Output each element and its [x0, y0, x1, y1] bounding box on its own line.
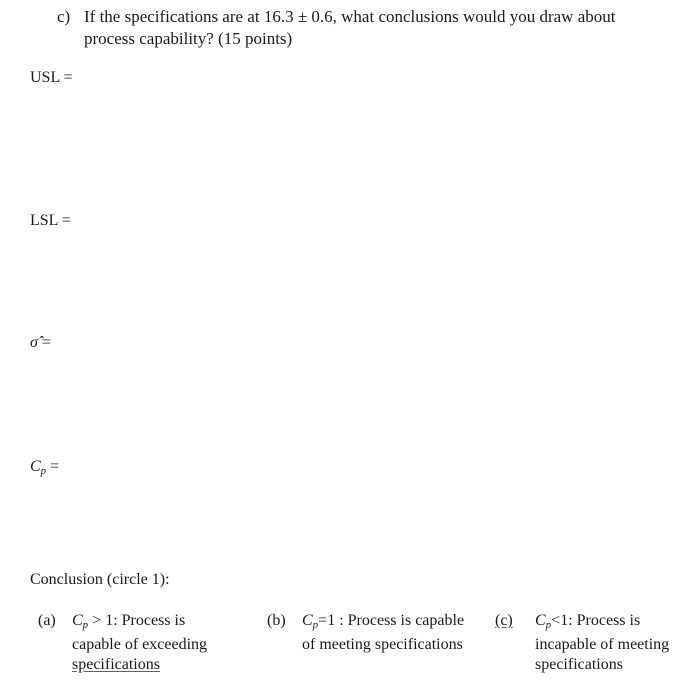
option-b-line1: $C_p=1$ : Process is capable [302, 612, 465, 631]
cp-label [30, 457, 59, 481]
option-c-line1: $C_p<1$: Process is [535, 612, 641, 631]
option-a-line1: $C_p > 1$: Process is [72, 612, 186, 631]
cp-equals: = [50, 458, 60, 475]
option-a-line2: capable of exceeding [72, 636, 208, 653]
sigma-hat-equals: = [41, 334, 51, 351]
question-text-line2: process capability? (15 points) [84, 29, 293, 48]
option-b-text[interactable] [302, 611, 464, 655]
option-c-marker[interactable]: (c) [495, 612, 513, 629]
option-c-line3: specifications [535, 656, 623, 673]
sigma-hat-symbol: σ̂ [30, 334, 38, 351]
option-c-line2: incapable of meeting [535, 636, 670, 653]
question-marker: c) [57, 7, 71, 26]
option-a-line3: specifications [72, 656, 160, 673]
option-c-text[interactable] [535, 611, 669, 675]
lsl-label: LSL = [30, 212, 71, 229]
option-b-marker[interactable]: (b) [267, 612, 286, 629]
option-a-text[interactable] [72, 611, 207, 675]
conclusion-heading: Conclusion (circle 1): [30, 571, 170, 588]
sigma-hat-label [30, 333, 51, 353]
cp-symbol: $C_p$ [30, 458, 47, 477]
option-a-marker[interactable]: (a) [38, 612, 56, 629]
usl-label: USL = [30, 69, 73, 86]
question-text-line1: If the specifications are at 16.3 ± 0.6, what conclusions would you draw about [84, 7, 616, 26]
option-b-line2: of meeting specifications [302, 636, 463, 653]
